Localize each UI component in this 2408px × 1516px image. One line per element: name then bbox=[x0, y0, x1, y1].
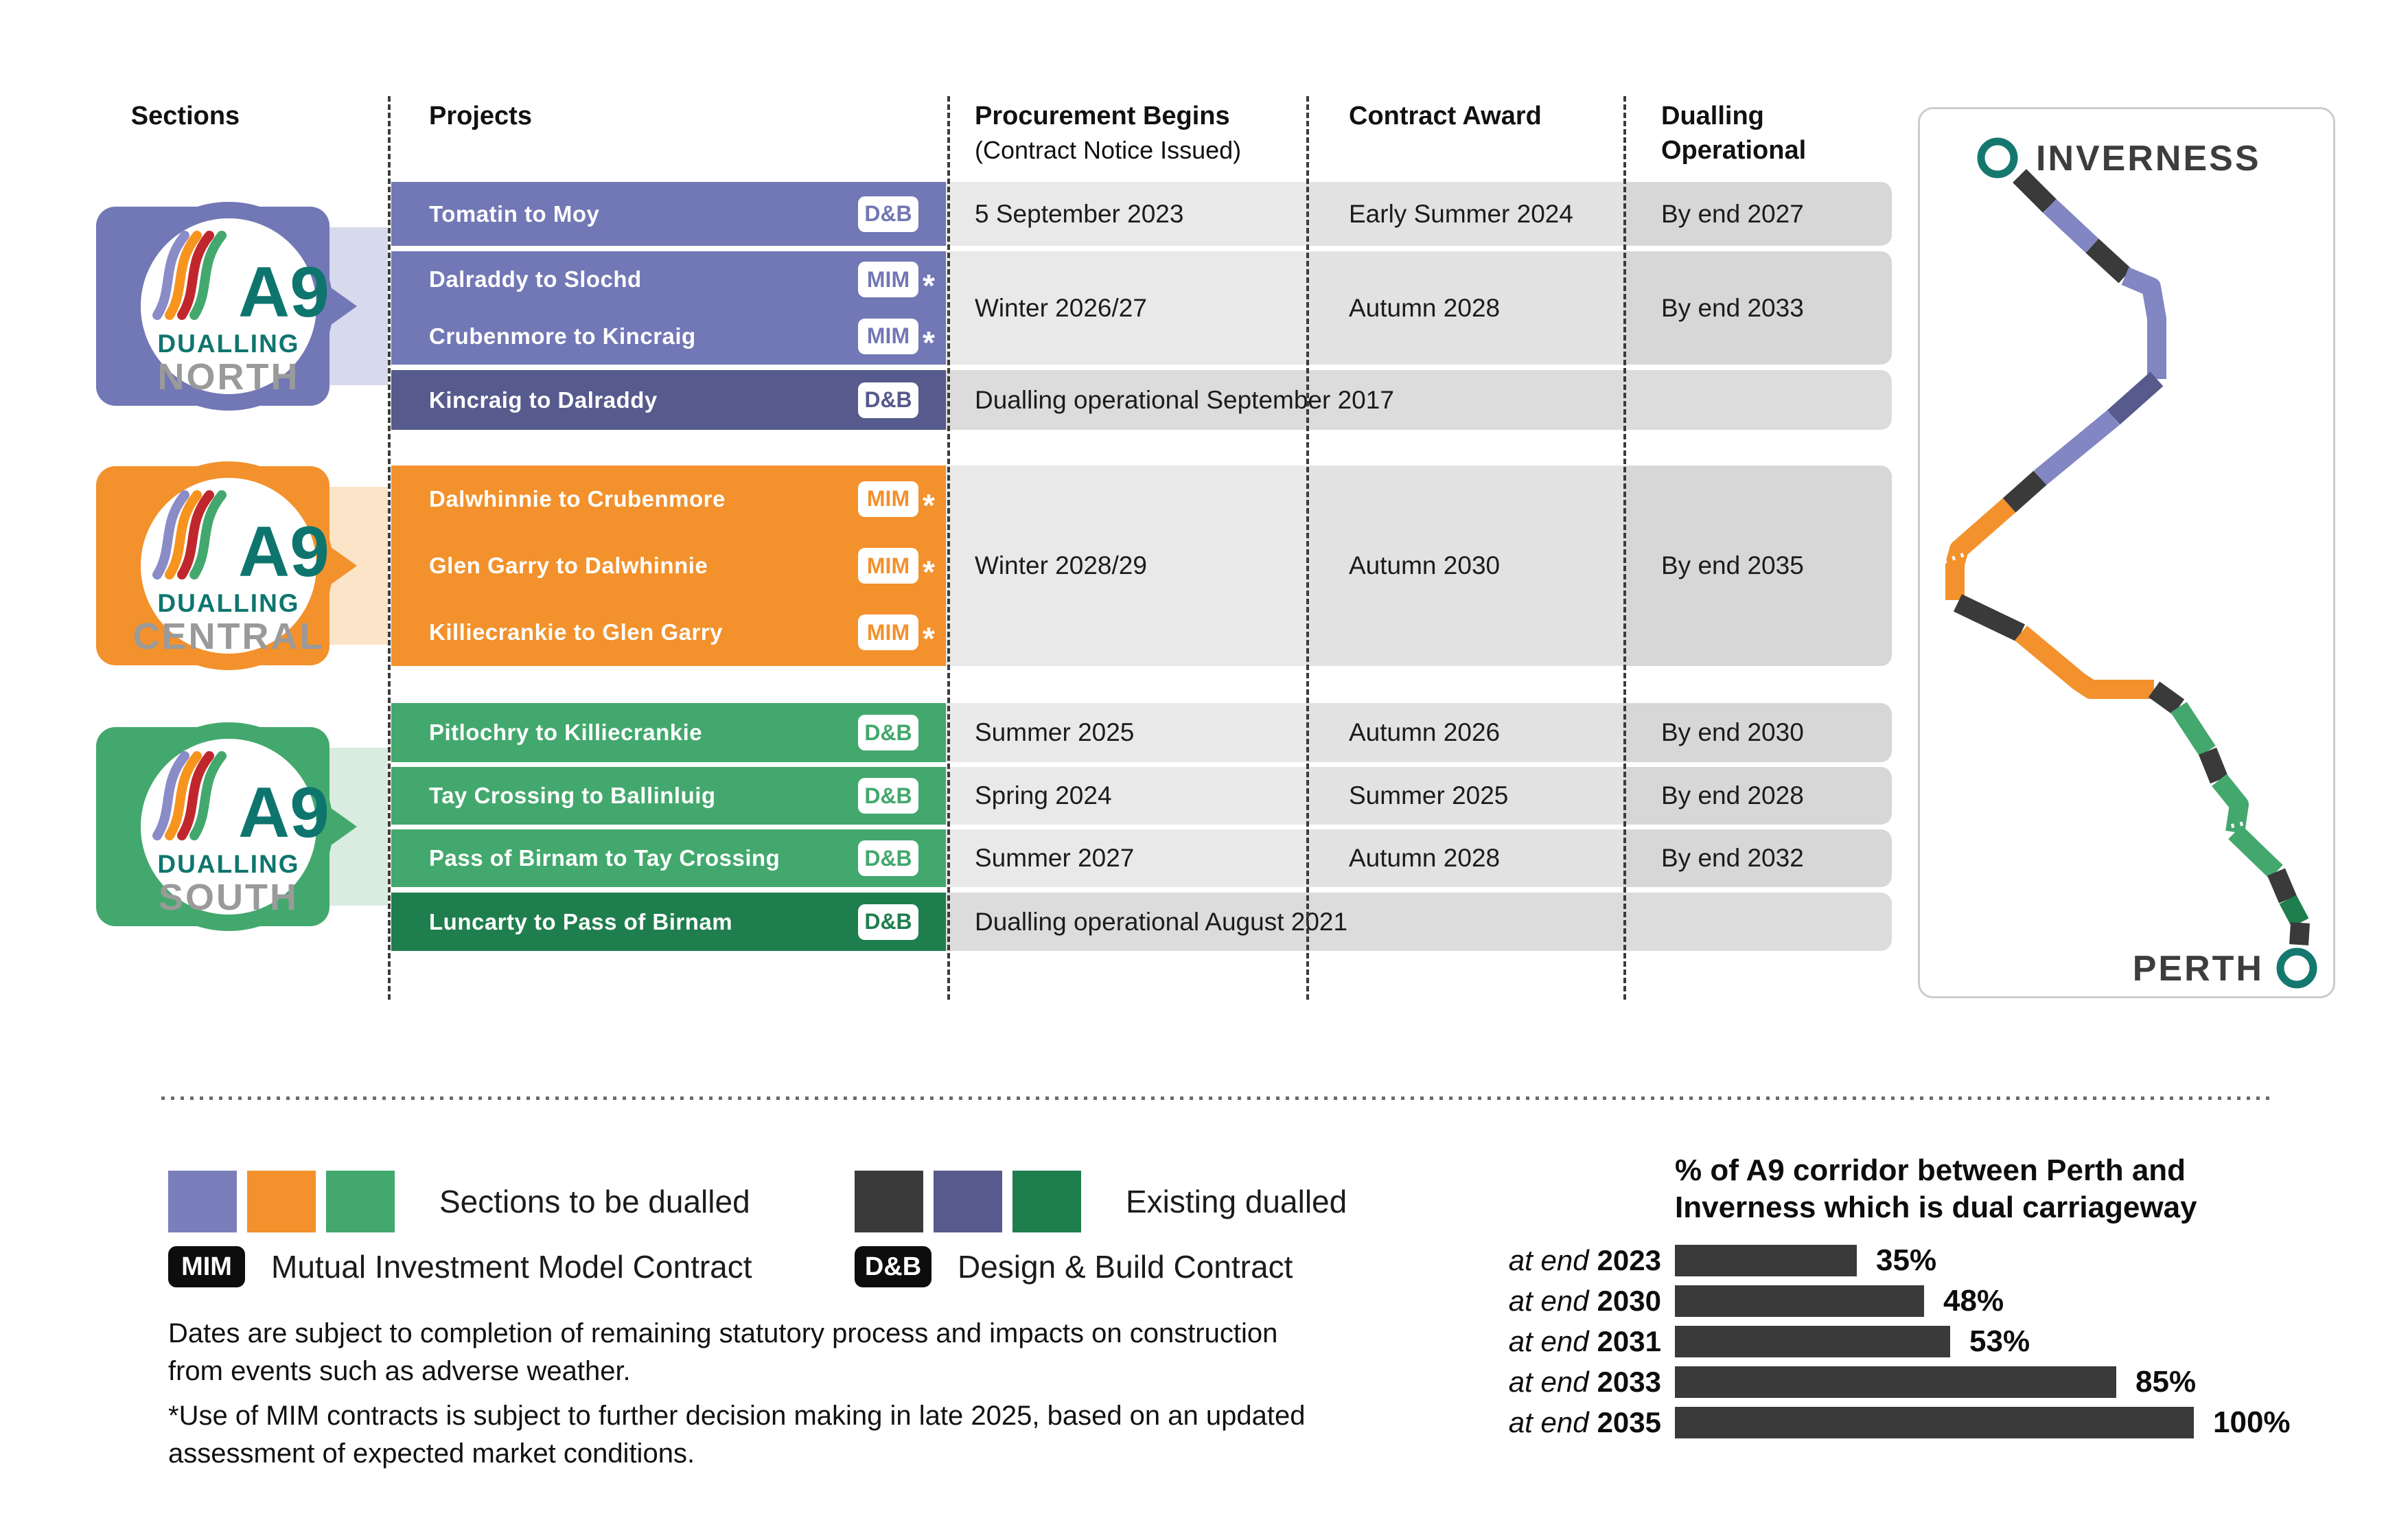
procurement-value: 5 September 2023 bbox=[975, 199, 1184, 228]
contract-badge: D&B bbox=[858, 196, 918, 232]
route-segment-dark_green bbox=[2288, 899, 2300, 923]
project-name: Glen Garry to Dalwhinnie bbox=[429, 553, 708, 578]
chart-category-label bbox=[1469, 1366, 1661, 1398]
logo-region-text: CENTRAL bbox=[132, 616, 325, 657]
mim-asterisk: * bbox=[923, 324, 935, 360]
logo-dualling-text: DUALLING bbox=[157, 589, 300, 617]
award-value: Early Summer 2024 bbox=[1349, 199, 1573, 228]
chart-category-year: 2033 bbox=[1597, 1366, 1661, 1398]
column-divider bbox=[947, 96, 950, 1000]
chart-bar bbox=[1675, 1245, 1857, 1276]
project-name: Dalwhinnie to Crubenmore bbox=[429, 485, 726, 512]
chart-bar-value: 53% bbox=[1969, 1324, 2030, 1358]
legend-swatch-to-be-dualled bbox=[168, 1171, 237, 1232]
footnote-mim: *Use of MIM contracts is subject to further decision making in late 2025, based on an updated assessment of expected market conditions. bbox=[168, 1401, 1306, 1469]
route-segment-dark bbox=[2009, 478, 2040, 505]
column-header-sections: Sections bbox=[130, 102, 240, 130]
legend-db-label: Design & Build Contract bbox=[958, 1249, 1293, 1285]
logo-dualling-text: DUALLING bbox=[157, 330, 300, 358]
legend-label-existing-dualled: Existing dualled bbox=[1126, 1184, 1347, 1219]
contract-badge: MIM bbox=[858, 319, 918, 354]
contract-badge: D&B bbox=[858, 904, 918, 940]
mim-asterisk: * bbox=[923, 268, 935, 304]
contract-badge: MIM bbox=[858, 262, 918, 297]
mim-asterisk: * bbox=[923, 621, 935, 657]
column-header-procurement: Procurement Begins bbox=[975, 102, 1230, 130]
project-name: Pass of Birnam to Tay Crossing bbox=[429, 845, 780, 871]
award-value: Autumn 2028 bbox=[1349, 844, 1501, 872]
route-segment-light_purple bbox=[2125, 276, 2157, 379]
procurement-value: Summer 2025 bbox=[975, 718, 1135, 746]
logo-dualling-text: DUALLING bbox=[157, 850, 300, 878]
project-name: Kincraig to Dalraddy bbox=[429, 387, 658, 413]
route-segment-green bbox=[2219, 780, 2239, 832]
chart-bar bbox=[1675, 1326, 1950, 1357]
mim-asterisk: * bbox=[923, 554, 935, 590]
project-name: Tay Crossing to Ballinluig bbox=[429, 783, 716, 808]
operational-value: By end 2030 bbox=[1661, 718, 1804, 746]
project-name: Dalraddy to Slochd bbox=[429, 266, 642, 292]
chart-category-prefix: at end bbox=[1508, 1285, 1589, 1317]
chart-title: % of A9 corridor between Perth and Inverness which is dual carriageway bbox=[1675, 1153, 2197, 1224]
route-segment-dark bbox=[2092, 246, 2125, 276]
legend-db-badge: D&B bbox=[855, 1246, 931, 1287]
chart-bar bbox=[1675, 1366, 2116, 1398]
route-segment-dark bbox=[2208, 751, 2219, 780]
chart-category-year: 2030 bbox=[1597, 1285, 1661, 1317]
operational-value: By end 2028 bbox=[1661, 781, 1804, 809]
contract-badge: D&B bbox=[858, 840, 918, 876]
chart-bar-value: 48% bbox=[1943, 1284, 2004, 1318]
column-header-dualling-2: Operational bbox=[1661, 136, 1807, 165]
span-cell-text: Dualling operational August 2021 bbox=[975, 907, 1348, 936]
chart-bar-value: 35% bbox=[1876, 1243, 1937, 1277]
project-name: Killiecrankie to Glen Garry bbox=[429, 619, 723, 645]
legend-swatch-to-be-dualled bbox=[247, 1171, 316, 1232]
legend-swatch-to-be-dualled bbox=[326, 1171, 395, 1232]
award-value: Autumn 2030 bbox=[1349, 551, 1501, 579]
legend-swatch-existing-dualled bbox=[855, 1171, 923, 1232]
project-name: Crubenmore to Kincraig bbox=[429, 323, 696, 349]
a9-dualling-south-logo bbox=[113, 713, 388, 940]
contract-badge: D&B bbox=[858, 778, 918, 814]
award-value: Autumn 2026 bbox=[1349, 718, 1501, 746]
perth-station-icon bbox=[2280, 952, 2313, 985]
chart-category-prefix: at end bbox=[1508, 1244, 1589, 1276]
span-cell-text: Dualling operational September 2017 bbox=[975, 385, 1394, 414]
column-divider bbox=[388, 96, 391, 1000]
logo-region-text: SOUTH bbox=[159, 877, 299, 918]
contract-badge: MIM bbox=[858, 481, 918, 517]
route-segment-dark_purple bbox=[2114, 379, 2157, 417]
award-value: Summer 2025 bbox=[1349, 781, 1509, 809]
chart-bar bbox=[1675, 1407, 2194, 1438]
chart-bar-value: 85% bbox=[2135, 1365, 2197, 1399]
legend-label-to-be-dualled: Sections to be dualled bbox=[439, 1184, 750, 1219]
legend-mim-label: Mutual Investment Model Contract bbox=[271, 1249, 752, 1285]
route-map bbox=[1918, 107, 2331, 994]
chart-category-prefix: at end bbox=[1508, 1325, 1589, 1357]
route-segment-green bbox=[2235, 832, 2276, 872]
inverness-label: INVERNESS bbox=[2036, 139, 2261, 179]
operational-value: By end 2033 bbox=[1661, 293, 1804, 322]
chart-category-year: 2023 bbox=[1597, 1244, 1661, 1276]
logo-a9-text: A9 bbox=[238, 773, 329, 853]
mim-asterisk: * bbox=[923, 487, 935, 523]
operational-value: By end 2027 bbox=[1661, 199, 1804, 228]
perth-label: PERTH bbox=[2132, 949, 2264, 989]
chart-category-label bbox=[1469, 1326, 1661, 1357]
route-segment-dark bbox=[2299, 923, 2300, 945]
route-segment-light_purple bbox=[2050, 206, 2092, 246]
chart-category-year: 2031 bbox=[1597, 1325, 1661, 1357]
procurement-value: Winter 2028/29 bbox=[975, 551, 1147, 579]
procurement-value: Winter 2026/27 bbox=[975, 293, 1147, 322]
contract-badge: MIM bbox=[858, 548, 918, 584]
legend-swatch-existing-dualled bbox=[934, 1171, 1002, 1232]
project-name: Luncarty to Pass of Birnam bbox=[429, 908, 733, 934]
column-header-projects: Projects bbox=[429, 102, 532, 130]
chart-category-prefix: at end bbox=[1508, 1366, 1589, 1398]
route-segment-dark bbox=[2276, 872, 2288, 899]
route-segment-green bbox=[2179, 707, 2208, 751]
chart-category-prefix: at end bbox=[1508, 1406, 1589, 1438]
chart-category-label bbox=[1469, 1285, 1661, 1317]
contract-badge: D&B bbox=[858, 382, 918, 418]
legend-swatch-existing-dualled bbox=[1012, 1171, 1081, 1232]
column-header-procurement-sub: (Contract Notice Issued) bbox=[975, 136, 1242, 164]
a9-dualling-north-logo bbox=[113, 193, 388, 420]
logo-a9-text: A9 bbox=[238, 253, 329, 332]
column-header-contract-award: Contract Award bbox=[1349, 102, 1542, 130]
project-name: Tomatin to Moy bbox=[429, 200, 600, 227]
award-value: Autumn 2028 bbox=[1349, 293, 1501, 322]
contract-badge: MIM bbox=[858, 615, 918, 650]
chart-category-label bbox=[1469, 1407, 1661, 1438]
procurement-value: Summer 2027 bbox=[975, 844, 1135, 872]
route-segment-orange bbox=[2021, 633, 2154, 689]
footnote-dates: Dates are subject to completion of remaining statutory process and impacts on construction from events such as adverse weather. bbox=[168, 1318, 1278, 1386]
route-segment-orange bbox=[1955, 505, 2009, 600]
contract-badge: D&B bbox=[858, 715, 918, 750]
chart-category-label bbox=[1469, 1245, 1661, 1276]
logo-a9-text: A9 bbox=[238, 512, 329, 592]
operational-value: By end 2032 bbox=[1661, 844, 1804, 872]
route-segment-light_purple bbox=[2040, 417, 2114, 478]
chart-bar-value: 100% bbox=[2213, 1405, 2291, 1439]
inverness-station-icon bbox=[1981, 141, 2014, 174]
logo-region-text: NORTH bbox=[157, 356, 300, 398]
a9-dualling-central-logo bbox=[113, 452, 388, 679]
section-divider-dotted bbox=[161, 1096, 2272, 1100]
route-segment-dark bbox=[1958, 603, 2021, 633]
procurement-value: Spring 2024 bbox=[975, 781, 1112, 809]
chart-category-year: 2035 bbox=[1597, 1406, 1661, 1438]
column-divider bbox=[1306, 96, 1309, 1000]
column-header-dualling-1: Dualling bbox=[1661, 102, 1764, 130]
route-segment-dark bbox=[2154, 689, 2179, 707]
route-segment-dark bbox=[2019, 176, 2050, 206]
project-name: Pitlochry to Killiecrankie bbox=[429, 720, 703, 745]
operational-value: By end 2035 bbox=[1661, 551, 1804, 579]
chart-bar bbox=[1675, 1285, 1924, 1317]
legend-mim-badge: MIM bbox=[168, 1246, 245, 1287]
column-divider bbox=[1623, 96, 1626, 1000]
